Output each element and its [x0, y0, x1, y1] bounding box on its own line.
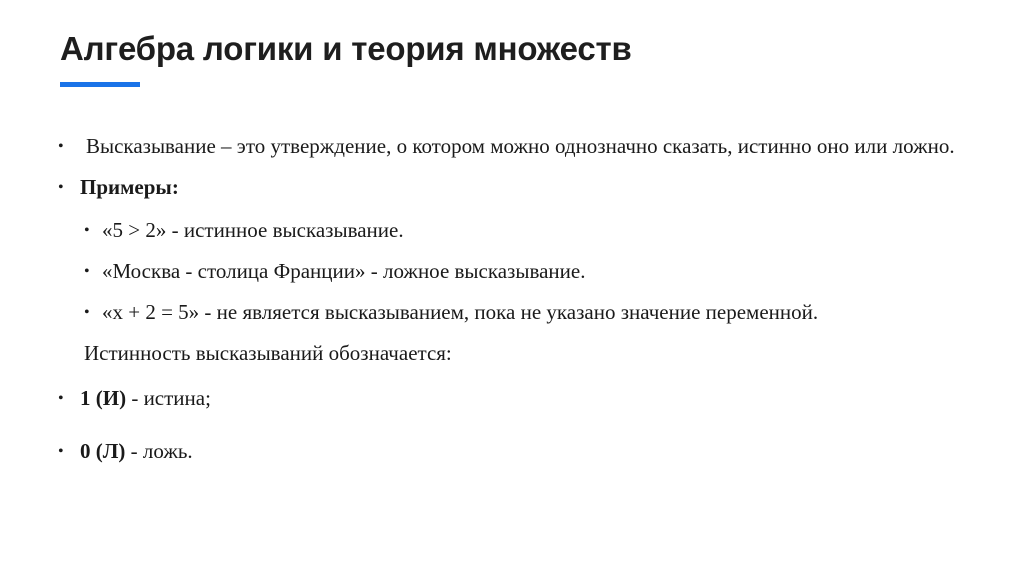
- bullet-icon: •: [84, 263, 90, 280]
- example-text: «x + 2 = 5» - не является высказыванием, пока не указано значение переменной.: [102, 300, 819, 324]
- truth-value-item: [58, 384, 998, 413]
- bullet-icon: •: [58, 179, 64, 196]
- slide-title: Алгебра логики и теория множеств: [60, 30, 632, 67]
- definition-item: [58, 132, 998, 161]
- bullet-icon: •: [84, 304, 90, 321]
- definition-text: Высказывание – это утверждение, о котором можно однозначно сказать, истинно оно или ложно.: [86, 134, 955, 158]
- truth-value-label: 0 (Л): [80, 439, 126, 463]
- bullet-icon: •: [58, 443, 64, 460]
- examples-heading: Примеры:: [80, 175, 179, 199]
- example-item: [84, 216, 998, 245]
- bullet-icon: •: [58, 138, 64, 155]
- truth-value-label: 1 (И): [80, 386, 127, 410]
- slide-content: [58, 132, 998, 480]
- truth-value-item: [58, 437, 998, 466]
- truth-note-item: [58, 339, 998, 368]
- truth-value-text: - ложь.: [125, 439, 193, 463]
- example-text: «Москва - столица Франции» - ложное высказывание.: [102, 259, 586, 283]
- truth-value-text: - истина;: [126, 386, 211, 410]
- bullet-icon: •: [58, 390, 64, 407]
- truth-note-text: Истинность высказываний обозначается:: [84, 341, 452, 365]
- title-accent-bar: [60, 82, 140, 87]
- bullet-icon: •: [84, 222, 90, 239]
- example-item: [84, 298, 998, 327]
- example-item: [84, 257, 998, 286]
- examples-heading-item: [58, 173, 998, 202]
- example-text: «5 > 2» - истинное высказывание.: [102, 218, 404, 242]
